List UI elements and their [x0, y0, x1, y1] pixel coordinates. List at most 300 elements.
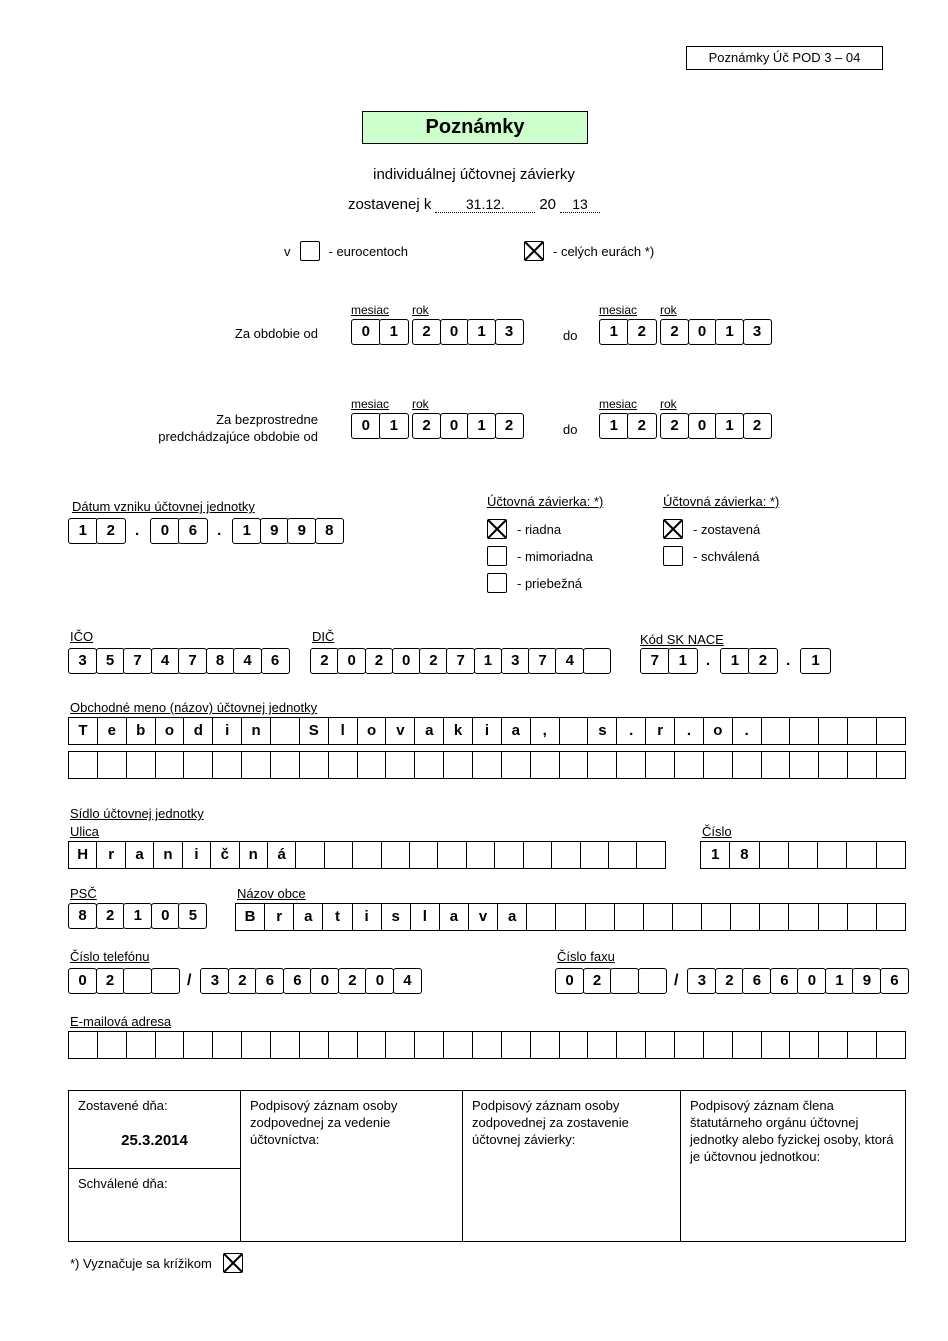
char-cell[interactable]: B	[236, 904, 265, 930]
char-cell[interactable]: v	[469, 904, 498, 930]
char-cell[interactable]	[560, 1032, 589, 1058]
char-cell[interactable]	[473, 1032, 502, 1058]
char-cell[interactable]	[242, 752, 271, 778]
char-cell[interactable]: 0	[151, 903, 180, 929]
char-cell[interactable]: .	[733, 718, 762, 744]
char-cell[interactable]: a	[498, 904, 527, 930]
char-cell[interactable]	[848, 718, 877, 744]
footer-note-label: *) Vyznačuje sa krížikom	[70, 1255, 212, 1271]
char-cell[interactable]	[615, 904, 644, 930]
char-cell[interactable]	[819, 718, 848, 744]
char-cell[interactable]	[848, 904, 877, 930]
char-cell[interactable]	[637, 842, 664, 868]
option-riadna	[487, 519, 603, 539]
period-current-from-year	[412, 319, 522, 345]
zostavena-checkbox[interactable]	[663, 519, 683, 539]
char-cell[interactable]	[790, 1032, 819, 1058]
signature-table	[68, 1090, 906, 1242]
char-cell[interactable]: 6	[770, 968, 799, 994]
char-cell[interactable]: 2	[310, 648, 339, 674]
char-cell[interactable]	[586, 904, 615, 930]
char-cell[interactable]	[588, 752, 617, 778]
char-cell[interactable]	[617, 752, 646, 778]
char-cell[interactable]	[762, 752, 791, 778]
char-cell[interactable]	[556, 904, 585, 930]
char-cell[interactable]	[358, 752, 387, 778]
char-cell[interactable]: 1	[467, 319, 496, 345]
dot-separator: .	[135, 522, 140, 539]
char-cell[interactable]: 0	[688, 319, 717, 345]
char-cell[interactable]	[502, 1032, 531, 1058]
char-cell[interactable]: s	[382, 904, 411, 930]
char-cell[interactable]	[790, 752, 819, 778]
char-cell[interactable]: o	[156, 718, 185, 744]
char-cell[interactable]	[415, 752, 444, 778]
char-cell[interactable]: 7	[123, 648, 152, 674]
char-cell[interactable]	[444, 752, 473, 778]
char-cell[interactable]	[848, 1032, 877, 1058]
char-cell[interactable]	[502, 752, 531, 778]
char-cell[interactable]	[123, 968, 152, 994]
char-cell[interactable]: 9	[287, 518, 316, 544]
char-cell[interactable]: r	[265, 904, 294, 930]
compiled-date-value: 25.3.2014	[121, 1131, 188, 1149]
eurocent-checkbox[interactable]	[300, 241, 320, 261]
street-label: Ulica	[70, 824, 99, 839]
char-cell[interactable]	[329, 1032, 358, 1058]
zavierka-status-group	[663, 494, 779, 573]
char-cell[interactable]: i	[183, 842, 211, 868]
char-cell[interactable]	[151, 968, 180, 994]
char-cell[interactable]: 2	[583, 968, 612, 994]
fax-number	[687, 968, 907, 994]
char-cell[interactable]	[467, 842, 495, 868]
phone-label: Číslo telefónu	[70, 949, 150, 964]
char-cell[interactable]: 3	[687, 968, 716, 994]
char-cell[interactable]: 2	[660, 319, 689, 345]
char-cell[interactable]	[184, 1032, 213, 1058]
ico-label: IČO	[70, 629, 94, 644]
char-cell[interactable]	[762, 718, 791, 744]
char-cell[interactable]: k	[444, 718, 473, 744]
char-cell[interactable]: n	[154, 842, 182, 868]
char-cell[interactable]: 2	[96, 968, 125, 994]
char-cell[interactable]: l	[329, 718, 358, 744]
char-cell[interactable]: 8	[315, 518, 344, 544]
char-cell[interactable]	[610, 968, 639, 994]
char-cell[interactable]	[644, 904, 673, 930]
char-cell[interactable]: 2	[660, 413, 689, 439]
char-cell[interactable]	[646, 1032, 675, 1058]
char-cell[interactable]: H	[69, 842, 97, 868]
char-cell[interactable]: n	[240, 842, 268, 868]
char-cell[interactable]	[184, 752, 213, 778]
char-cell[interactable]	[877, 904, 905, 930]
char-cell[interactable]: 5	[178, 903, 207, 929]
char-cell[interactable]	[877, 1032, 905, 1058]
char-cell[interactable]	[69, 752, 98, 778]
char-cell[interactable]	[760, 904, 789, 930]
char-cell[interactable]	[358, 1032, 387, 1058]
char-cell[interactable]: ,	[531, 718, 560, 744]
char-cell[interactable]: 0	[337, 648, 366, 674]
char-cell[interactable]	[300, 752, 329, 778]
char-cell[interactable]: 3	[501, 648, 530, 674]
char-cell[interactable]: i	[353, 904, 382, 930]
char-cell[interactable]	[702, 904, 731, 930]
signature-cell-statutory[interactable]: Podpisový záznam člena štatutárneho orgánu účtovnej jednotky alebo fyzickej osoby, ktorá je účtovnou jednotkou:	[690, 1098, 894, 1164]
char-cell[interactable]	[325, 842, 353, 868]
char-cell[interactable]: 2	[412, 319, 441, 345]
signature-cell-preparation[interactable]: Podpisový záznam osoby zodpovednej za zostavenie účtovnej závierky:	[463, 1091, 681, 1241]
char-cell[interactable]: e	[98, 718, 127, 744]
char-cell[interactable]	[819, 1032, 848, 1058]
approved-date-label: Schválené dňa:	[78, 1176, 168, 1191]
char-cell[interactable]	[438, 842, 466, 868]
char-cell[interactable]: i	[473, 718, 502, 744]
dot-separator: .	[706, 652, 711, 669]
char-cell[interactable]	[617, 1032, 646, 1058]
mesiac-label: mesiac	[351, 397, 390, 411]
char-cell[interactable]	[675, 752, 704, 778]
char-cell[interactable]: 9	[852, 968, 881, 994]
char-cell[interactable]	[790, 718, 819, 744]
char-cell[interactable]: 7	[528, 648, 557, 674]
euro-checkbox[interactable]	[524, 241, 544, 261]
email-field	[68, 1031, 906, 1059]
char-cell[interactable]: 6	[283, 968, 312, 994]
char-cell[interactable]: 1	[715, 319, 744, 345]
char-cell[interactable]: b	[127, 718, 156, 744]
char-cell[interactable]	[156, 752, 185, 778]
char-cell[interactable]: d	[184, 718, 213, 744]
char-cell[interactable]: 0	[440, 413, 469, 439]
char-cell[interactable]	[789, 842, 818, 868]
char-cell[interactable]: 1	[825, 968, 854, 994]
number-label: Číslo	[702, 824, 732, 839]
subtitle: individuálnej účtovnej závierky	[373, 166, 575, 183]
fax-label: Číslo faxu	[557, 949, 615, 964]
sknace-group3	[800, 648, 829, 674]
char-cell[interactable]	[552, 842, 580, 868]
char-cell[interactable]: 6	[178, 518, 208, 544]
char-cell[interactable]: a	[440, 904, 469, 930]
char-cell[interactable]: o	[358, 718, 387, 744]
char-cell[interactable]	[98, 1032, 127, 1058]
dot-separator: .	[786, 652, 791, 669]
char-cell[interactable]: 0	[440, 319, 469, 345]
char-cell[interactable]	[731, 904, 760, 930]
period-current-label: Za obdobie od	[234, 326, 318, 341]
char-cell[interactable]	[733, 1032, 762, 1058]
char-cell[interactable]: 2	[743, 413, 772, 439]
phone-prefix	[68, 968, 178, 994]
footer-note	[70, 1253, 243, 1273]
char-cell[interactable]: 4	[233, 648, 262, 674]
char-cell[interactable]: 1	[474, 648, 503, 674]
char-cell[interactable]	[242, 1032, 271, 1058]
char-cell[interactable]: 1	[720, 648, 750, 674]
period-previous	[0, 396, 948, 446]
char-cell[interactable]: 5	[96, 648, 125, 674]
char-cell[interactable]: 0	[150, 518, 180, 544]
char-cell[interactable]: 1	[701, 842, 730, 868]
char-cell[interactable]: l	[411, 904, 440, 930]
fax-field	[555, 968, 907, 994]
char-cell[interactable]	[296, 842, 324, 868]
fax-prefix	[555, 968, 665, 994]
do-label: do	[563, 328, 578, 343]
char-cell[interactable]: a	[294, 904, 323, 930]
signature-cell-bookkeeping[interactable]: Podpisový záznam osoby zodpovednej za vedenie účtovníctva:	[241, 1091, 463, 1241]
char-cell[interactable]: v	[386, 718, 415, 744]
char-cell[interactable]: 0	[351, 413, 381, 439]
char-cell[interactable]: 2	[96, 903, 125, 929]
period-previous-from-month	[351, 413, 407, 439]
char-cell[interactable]: 2	[495, 413, 524, 439]
char-cell[interactable]	[818, 842, 847, 868]
riadna-label: - riadna	[517, 521, 562, 537]
char-cell[interactable]: 0	[555, 968, 584, 994]
char-cell[interactable]: 1	[599, 413, 629, 439]
char-cell[interactable]: 3	[495, 319, 524, 345]
char-cell[interactable]: 8	[68, 903, 97, 929]
char-cell[interactable]: r	[646, 718, 675, 744]
char-cell[interactable]: t	[323, 904, 352, 930]
char-cell[interactable]: 2	[627, 319, 657, 345]
char-cell[interactable]: 1	[800, 648, 831, 674]
char-cell[interactable]: 0	[688, 413, 717, 439]
char-cell[interactable]	[760, 842, 789, 868]
char-cell[interactable]: 2	[228, 968, 257, 994]
char-cell[interactable]: 1	[599, 319, 629, 345]
inception-month	[150, 518, 206, 544]
char-cell[interactable]	[531, 1032, 560, 1058]
period-previous-to-month	[599, 413, 655, 439]
char-cell[interactable]: 0	[365, 968, 394, 994]
char-cell[interactable]: 2	[96, 518, 126, 544]
char-cell[interactable]	[271, 1032, 300, 1058]
slash-separator: /	[187, 972, 192, 989]
char-cell[interactable]: o	[704, 718, 733, 744]
char-cell[interactable]: 9	[260, 518, 289, 544]
char-cell[interactable]	[329, 752, 358, 778]
char-cell[interactable]: 6	[742, 968, 771, 994]
char-cell[interactable]: 0	[310, 968, 339, 994]
mesiac-label: mesiac	[599, 303, 638, 317]
char-cell[interactable]: 0	[351, 319, 381, 345]
sknace-field	[640, 648, 829, 674]
char-cell[interactable]	[581, 842, 609, 868]
char-cell[interactable]: 6	[255, 968, 284, 994]
char-cell[interactable]: 1	[379, 319, 409, 345]
schvalena-checkbox[interactable]	[663, 546, 683, 566]
char-cell[interactable]	[69, 1032, 98, 1058]
char-cell[interactable]: 1	[123, 903, 152, 929]
char-cell[interactable]	[271, 718, 300, 744]
approved-date-cell[interactable]	[69, 1169, 240, 1241]
char-cell[interactable]: 1	[467, 413, 496, 439]
char-cell[interactable]: 6	[880, 968, 909, 994]
char-cell[interactable]: 1	[668, 648, 698, 674]
char-cell[interactable]: 8	[206, 648, 235, 674]
date-to-field[interactable]: 31.12.	[435, 196, 535, 213]
char-cell[interactable]: 0	[797, 968, 826, 994]
compiled-to-line	[0, 196, 948, 213]
char-cell[interactable]: á	[268, 842, 296, 868]
rok-label: rok	[660, 397, 677, 411]
priebezna-checkbox[interactable]	[487, 573, 507, 593]
char-cell[interactable]: n	[242, 718, 271, 744]
char-cell[interactable]	[819, 904, 848, 930]
char-cell[interactable]: S	[300, 718, 329, 744]
period-previous-from-year	[412, 413, 522, 439]
char-cell[interactable]: 3	[200, 968, 229, 994]
char-cell[interactable]	[819, 752, 848, 778]
char-cell[interactable]	[156, 1032, 185, 1058]
char-cell[interactable]	[127, 752, 156, 778]
char-cell[interactable]	[353, 842, 381, 868]
char-cell[interactable]: 1	[232, 518, 261, 544]
char-cell[interactable]: 3	[743, 319, 772, 345]
char-cell[interactable]	[415, 1032, 444, 1058]
char-cell[interactable]	[847, 842, 876, 868]
char-cell[interactable]: .	[675, 718, 704, 744]
char-cell[interactable]: 2	[419, 648, 448, 674]
option-priebezna	[487, 573, 603, 593]
char-cell[interactable]: s	[588, 718, 617, 744]
char-cell[interactable]	[386, 752, 415, 778]
period-previous-label	[0, 412, 318, 446]
unit-v-label: v	[284, 243, 291, 259]
char-cell[interactable]	[444, 1032, 473, 1058]
char-cell[interactable]	[673, 904, 702, 930]
char-cell[interactable]: 2	[365, 648, 394, 674]
char-cell[interactable]	[213, 1032, 242, 1058]
char-cell[interactable]: i	[213, 718, 242, 744]
form-code-badge: Poznámky Úč POD 3 – 04	[686, 46, 883, 70]
char-cell[interactable]: 2	[412, 413, 441, 439]
char-cell[interactable]	[877, 718, 905, 744]
char-cell[interactable]	[213, 752, 242, 778]
char-cell[interactable]: 7	[178, 648, 207, 674]
char-cell[interactable]	[675, 1032, 704, 1058]
char-cell[interactable]: 2	[627, 413, 657, 439]
char-cell[interactable]: 4	[151, 648, 180, 674]
char-cell[interactable]: 0	[68, 968, 97, 994]
char-cell[interactable]	[638, 968, 667, 994]
city-field	[235, 903, 906, 931]
char-cell[interactable]	[877, 752, 905, 778]
char-cell[interactable]: 1	[715, 413, 744, 439]
char-cell[interactable]	[609, 842, 637, 868]
zavierka-type-group	[487, 494, 603, 600]
char-cell[interactable]	[495, 842, 523, 868]
dot-separator: .	[217, 522, 222, 539]
mimoriadna-checkbox[interactable]	[487, 546, 507, 566]
char-cell[interactable]: 1	[379, 413, 409, 439]
char-cell[interactable]	[531, 752, 560, 778]
char-cell[interactable]: 4	[555, 648, 584, 674]
char-cell[interactable]	[877, 842, 905, 868]
char-cell[interactable]: 0	[392, 648, 421, 674]
char-cell[interactable]: 2	[748, 648, 778, 674]
char-cell[interactable]	[704, 1032, 733, 1058]
char-cell[interactable]	[848, 752, 877, 778]
char-cell[interactable]	[646, 752, 675, 778]
char-cell[interactable]: 2	[715, 968, 744, 994]
compiled-to-label: zostavenej k	[347, 196, 432, 213]
inception-date-label: Dátum vzniku účtovnej jednotky	[72, 499, 255, 514]
period-current-to-month	[599, 319, 655, 345]
char-cell[interactable]	[271, 752, 300, 778]
char-cell[interactable]	[588, 1032, 617, 1058]
char-cell[interactable]	[300, 1032, 329, 1058]
char-cell[interactable]	[527, 904, 556, 930]
char-cell[interactable]	[127, 1032, 156, 1058]
number-field	[700, 841, 906, 869]
char-cell[interactable]	[560, 752, 589, 778]
char-cell[interactable]	[382, 842, 410, 868]
char-cell[interactable]: 3	[68, 648, 97, 674]
char-cell[interactable]: 8	[730, 842, 759, 868]
char-cell[interactable]	[98, 752, 127, 778]
city-label: Názov obce	[237, 886, 306, 901]
inception-date	[68, 518, 342, 544]
char-cell[interactable]	[560, 718, 589, 744]
char-cell[interactable]	[473, 752, 502, 778]
char-cell[interactable]: 7	[446, 648, 475, 674]
char-cell[interactable]: a	[126, 842, 154, 868]
char-cell[interactable]	[733, 752, 762, 778]
char-cell[interactable]: .	[617, 718, 646, 744]
char-cell[interactable]: r	[97, 842, 125, 868]
char-cell[interactable]	[386, 1032, 415, 1058]
inception-year	[232, 518, 342, 544]
compiled-date-cell	[69, 1091, 240, 1169]
char-cell[interactable]	[524, 842, 552, 868]
char-cell[interactable]: 2	[338, 968, 367, 994]
char-cell[interactable]: č	[211, 842, 239, 868]
char-cell[interactable]	[762, 1032, 791, 1058]
zavierka-status-label: Účtovná závierka: *)	[663, 494, 780, 509]
do-label: do	[563, 422, 578, 437]
char-cell[interactable]	[410, 842, 438, 868]
riadna-checkbox[interactable]	[487, 519, 507, 539]
email-label: E-mailová adresa	[70, 1014, 172, 1029]
option-mimoriadna	[487, 546, 603, 566]
char-cell[interactable]: T	[69, 718, 98, 744]
char-cell[interactable]	[583, 648, 612, 674]
char-cell[interactable]: 7	[640, 648, 670, 674]
char-cell[interactable]: 6	[261, 648, 290, 674]
char-cell[interactable]	[704, 752, 733, 778]
period-current-from-month	[351, 319, 407, 345]
compiled-date-label: Zostavené dňa:	[78, 1098, 168, 1113]
unit-eurocent-option	[284, 241, 408, 261]
char-cell[interactable]: a	[502, 718, 531, 744]
option-zostavena	[663, 519, 779, 539]
char-cell[interactable]: 1	[68, 518, 98, 544]
zavierka-type-label: Účtovná závierka: *)	[487, 494, 604, 509]
footer-cross-checkbox	[223, 1253, 243, 1273]
char-cell[interactable]: 4	[393, 968, 422, 994]
char-cell[interactable]	[789, 904, 818, 930]
business-name-label: Obchodné meno (názov) účtovnej jednotky	[70, 700, 318, 715]
char-cell[interactable]: a	[415, 718, 444, 744]
year-field[interactable]: 13	[560, 196, 600, 213]
century-label: 20	[539, 196, 557, 213]
